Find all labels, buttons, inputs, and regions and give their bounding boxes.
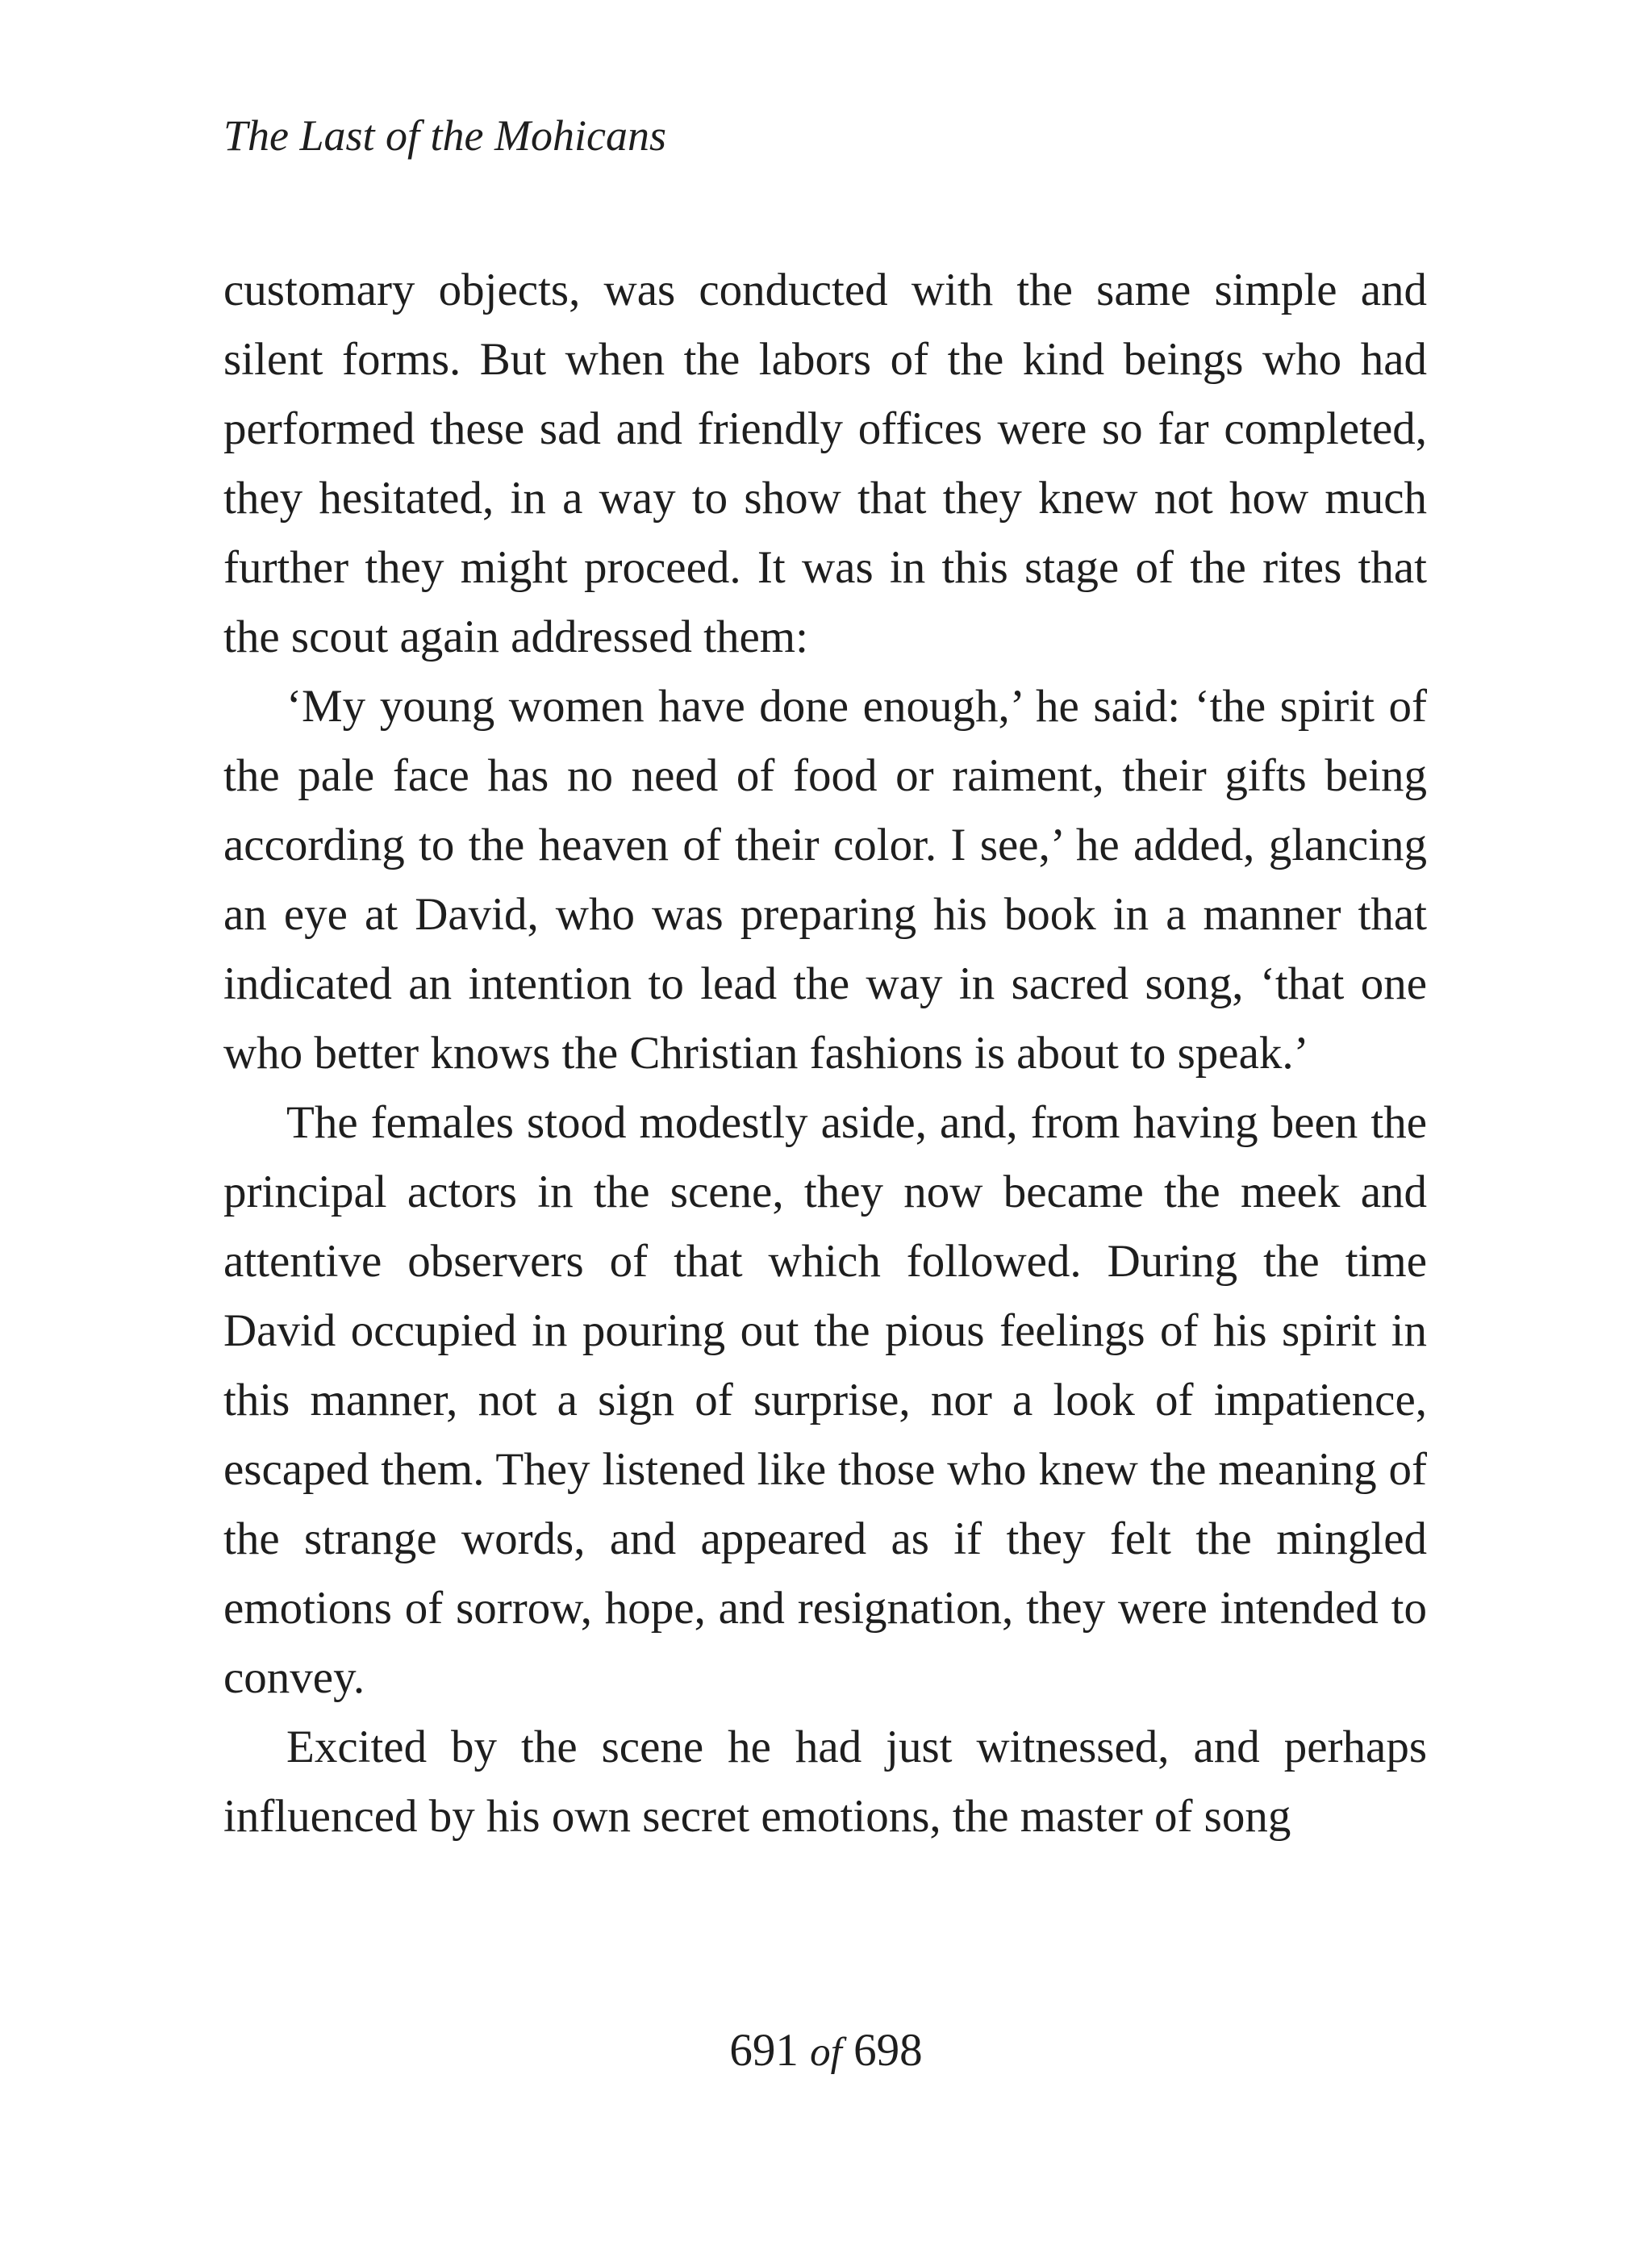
paragraph-3: The females stood modestly aside, and, from having been the principal actors in the scene, they now became the meek and attentive observers of that which followed. During the time David occupied in pouring out the pious feelings of his spirit in this manner, not a sign of surprise, nor a look of impatience, escaped them. They listened like those who knew the meaning of the strange words, and appeared as if they felt the mingled emotions of sorrow, hope, and resignation, they were intended to convey. xyxy=(223,1097,1427,1703)
running-head-book-title: The Last of the Mohicans xyxy=(223,111,666,160)
page-number xyxy=(0,2018,1652,2085)
paragraph-2: ‘My young women have done enough,’ he said: ‘the spirit of the pale face has no need of food or raiment, their gifts being according to the heaven of their color. I see,’ he added, glancing an eye at David, who was preparing his book in a manner that indicated an intention to lead the way in sacred song, ‘that one who better knows the Christian fashions is about to speak.’ xyxy=(223,681,1427,1079)
total-page-count: 698 xyxy=(853,2025,923,2076)
page-body-text xyxy=(223,256,1427,1851)
current-page-number: 691 xyxy=(729,2025,799,2076)
paragraph-4: Excited by the scene he had just witnessed, and perhaps influenced by his own secret emotions, the master of song xyxy=(223,1722,1427,1842)
paragraph-1: customary objects, was conducted with the same simple and silent forms. But when the labors of the kind beings who had performed these sad and friendly offices were so far completed, they hesitated, in a way to show that they knew not how much further they might proceed. It was in this stage of the rites that the scout again addressed them: xyxy=(223,265,1427,662)
page-number-separator: of xyxy=(810,2030,842,2075)
